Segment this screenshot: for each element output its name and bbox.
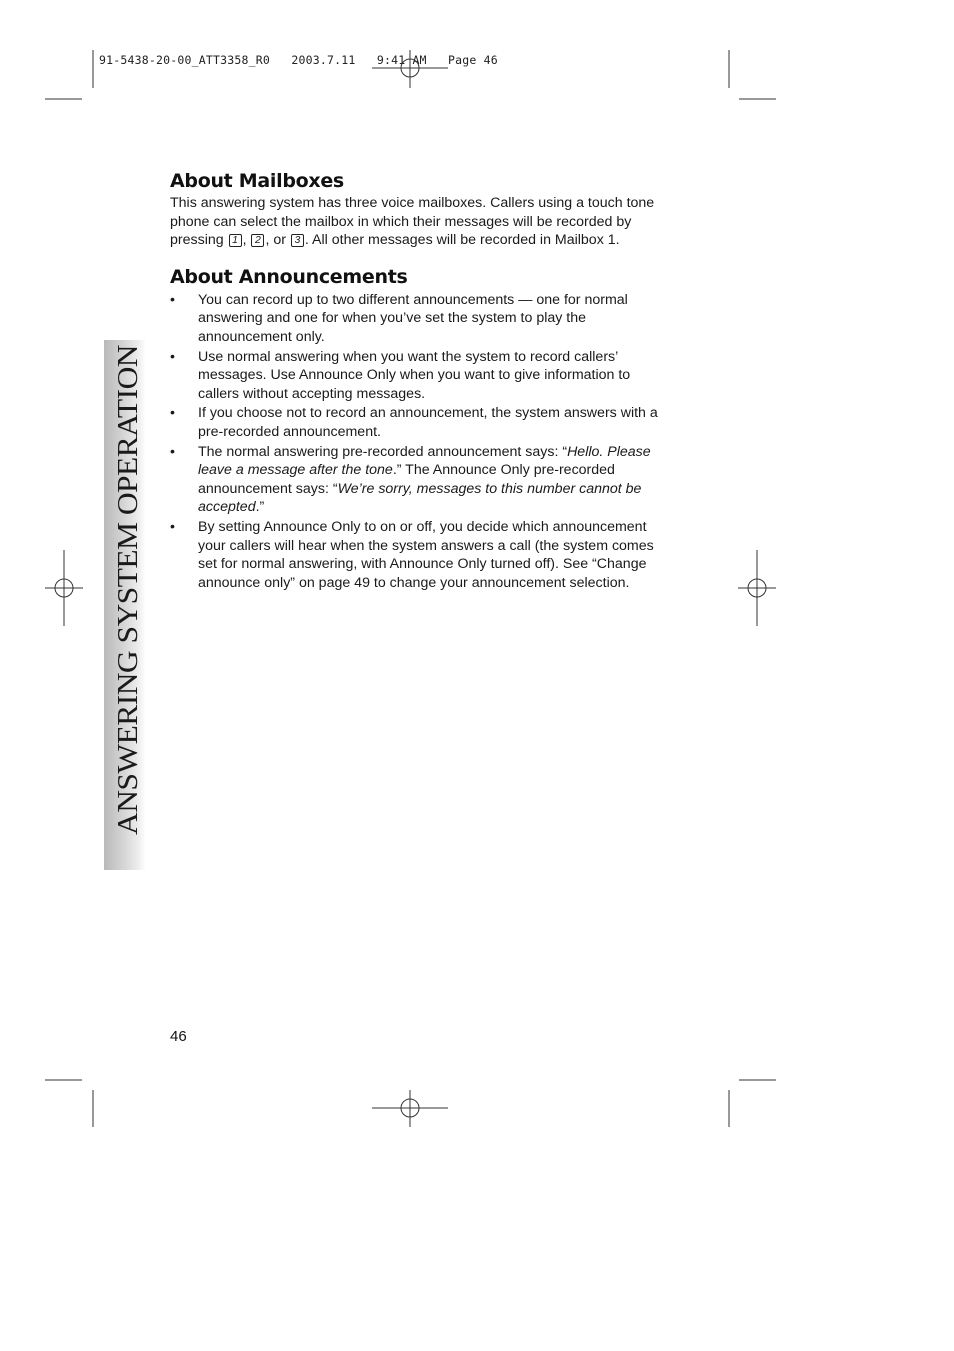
key-3-icon: 3: [291, 234, 304, 247]
registration-target-right: [738, 550, 776, 626]
list-item-text-part: The normal answering pre-recorded announcement says: “: [198, 443, 568, 460]
key-1-icon: 1: [229, 234, 242, 247]
mailboxes-text-before: This answering system has three voice mailboxes. Callers using a touch tone phone can select the mailbox in which their messages will be recorded by pressing: [170, 195, 655, 249]
list-item-text: You can record up to two different announcements — one for normal answering and one for when you’ve set the system to play the announcement only.: [198, 291, 628, 345]
print-slug: 91-5438-20-00_ATT3358_R0 2003.7.11 9:41 AM Page 46: [99, 53, 498, 67]
mailboxes-paragraph: [170, 194, 670, 250]
page-content: [170, 170, 670, 593]
bullet-icon: •: [170, 443, 175, 460]
bullet-icon: •: [170, 348, 175, 365]
list-item-text-part: .” The Announce Only pre-recorded announcement says: “: [198, 462, 615, 497]
list-item-text: Use normal answering when you want the system to record callers’ messages. Use Announce Only when you want to give information to callers without accepting messages.: [198, 348, 631, 402]
list-item: [170, 443, 670, 517]
list-item: [170, 348, 670, 404]
sidebar-title: ANSWERING SYSTEM OPERATION: [112, 383, 144, 835]
mailboxes-sep-2: , or: [265, 232, 290, 249]
bullet-icon: •: [170, 405, 175, 422]
mailboxes-sep-1: ,: [242, 232, 251, 249]
registration-target-top: [372, 50, 448, 88]
page-number: 46: [170, 1028, 187, 1045]
list-item-text-part: .”: [255, 499, 265, 516]
list-item-text: By setting Announce Only to on or off, you decide which announcement your callers will hear when the system answers a call (the system comes set for normal answering, with Announce Only turned off). See “Change announce only” on page 49 to change your announcement selection.: [198, 518, 654, 591]
announcements-heading: About Announcements: [170, 265, 408, 288]
announcements-list: [170, 291, 670, 593]
mailboxes-heading: About Mailboxes: [170, 170, 344, 192]
registration-target-left: [45, 550, 83, 626]
bullet-icon: •: [170, 518, 175, 535]
registration-target-bottom: [372, 1090, 448, 1127]
section-sidebar-label: [104, 340, 146, 840]
list-item: [170, 518, 670, 592]
list-item-quote: We’re sorry, messages to this number cannot be accepted: [198, 480, 642, 516]
list-item: [170, 404, 670, 441]
key-2-icon: 2: [251, 234, 264, 247]
mailboxes-text-after: . All other messages will be recorded in Mailbox 1.: [304, 232, 620, 249]
list-item: [170, 291, 670, 347]
bullet-icon: •: [170, 291, 175, 308]
list-item-quote: Hello. Please leave a message after the tone: [198, 443, 651, 479]
list-item-text: If you choose not to record an announcement, the system answers with a pre-recorded announcement.: [198, 405, 658, 440]
